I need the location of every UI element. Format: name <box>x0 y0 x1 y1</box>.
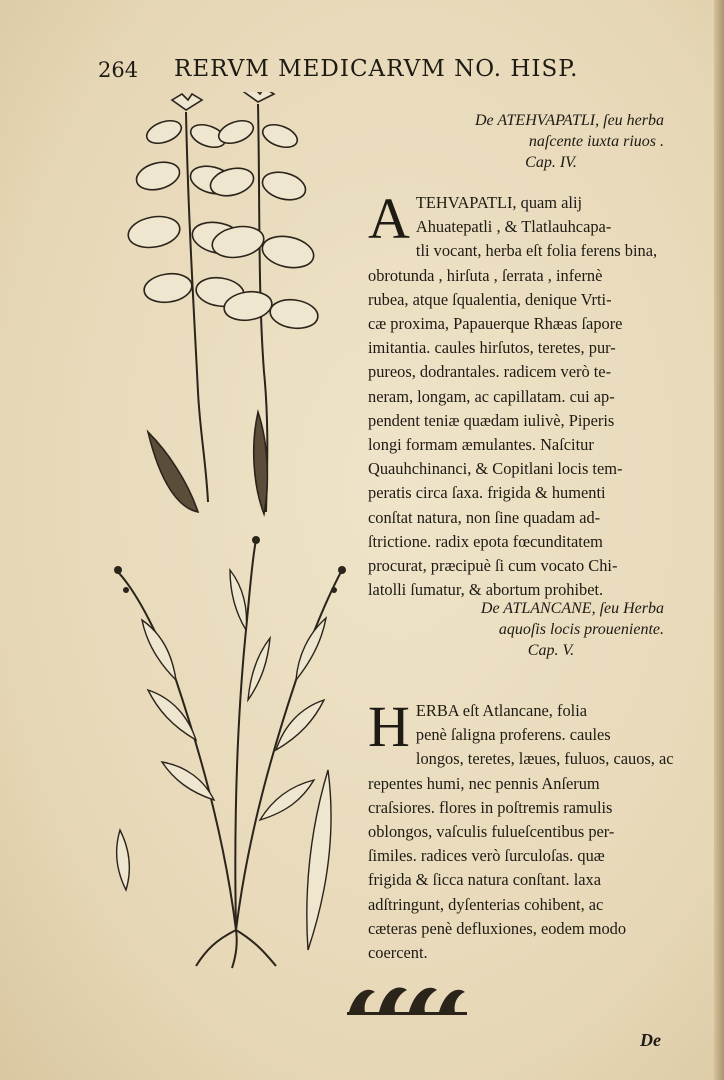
chapter-4-line: longi formam æmulantes. Naſcitur <box>368 435 594 455</box>
chapter-5-text <box>368 694 686 965</box>
chapter-5-dropcap: H <box>368 694 410 759</box>
chapter-4 <box>368 110 686 602</box>
running-title: RERVM MEDICARVM NO. HISP. <box>174 56 579 82</box>
chapter-5-line: ERBA eſt Atlancane, folia <box>415 701 588 720</box>
running-head <box>98 56 618 86</box>
chapter-4-line: cæ proxima, Papauerque Rhæas ſapore <box>368 314 623 334</box>
chapter-5-line: cæteras penè defluxiones, eodem modo <box>368 918 627 938</box>
chapter-4-line: pureos, dodrantales. radicem verò te- <box>368 362 612 382</box>
chapter-4-line: pendent teniæ quædam iulivè, Piperis <box>368 410 615 430</box>
atlancane-woodcut <box>96 530 356 970</box>
chapter-5-line: repentes humi, nec pennis Anſerum <box>368 773 600 793</box>
chapter-4-line: peratis circa ſaxa. frigida & humenti <box>368 483 606 503</box>
chapter-5-line: coercent. <box>368 943 428 963</box>
chapter-5 <box>368 598 686 965</box>
chapter-4-line: ſtrictione. radix epota fœcunditatem <box>368 531 603 551</box>
tail-ornament <box>345 982 469 1020</box>
chapter-4-line: Quauhchinanci, & Copitlani locis tem- <box>368 459 623 479</box>
chapter-4-line: procurat, præcipuè ſi cum vocato Chi- <box>368 556 618 576</box>
page-gutter <box>714 0 724 1080</box>
chapter-5-heading <box>368 598 686 661</box>
chapter-4-line: neram, longam, ac capillatam. cui ap- <box>368 386 615 406</box>
chapter-5-line: frigida & ſicca natura conſtant. laxa <box>368 870 602 890</box>
chapter-5-line: craſsiores. flores in poſtremis ramulis <box>368 797 613 817</box>
chapter-4-line: tli vocant, herba eſt folia ferens bina, <box>415 241 658 261</box>
chapter-4-text <box>368 186 686 602</box>
chapter-4-line: latolli ſumatur, & abortum prohibet. <box>368 580 604 600</box>
chapter-4-line: rubea, atque ſqualentia, denique Vrti- <box>368 289 612 309</box>
chapter-5-line: longos, teretes, læues, fuluos, cauos, ac <box>415 749 674 769</box>
catchword: De <box>640 1030 661 1050</box>
chapter-5-line: oblongos, vaſculis fulueſcentibus per- <box>368 822 615 842</box>
chapter-5-line: adſtringunt, dyſenterias cohibent, ac <box>368 894 604 914</box>
chapter-4-line: conſtat natura, non ſine quadam ad- <box>368 507 601 527</box>
chapter-5-title-line2: aquoſis locis proueniente. <box>498 621 664 638</box>
chapter-4-title-line2: naſcente iuxta riuos . <box>528 133 664 150</box>
chapter-4-dropcap: A <box>368 186 410 251</box>
chapter-5-title-line1: De ATLANCANE, ſeu Herba <box>480 600 664 617</box>
chapter-4-cap: Cap. IV. <box>525 154 577 171</box>
chapter-4-title-line1: De ATEHVAPATLI, ſeu herba <box>474 112 664 129</box>
chapter-4-line: obrotunda , hirſuta , ſerrata , infernè <box>368 265 603 285</box>
page-number: 264 <box>98 58 139 82</box>
chapter-5-cap: Cap. V. <box>527 642 575 659</box>
chapter-4-line: imitantia. caules hirſutos, teretes, pur- <box>368 338 616 358</box>
chapter-4-line: TEHVAPATLI, quam alij <box>415 193 583 212</box>
chapter-5-line: ſimiles. radices verò ſurculoſas. quæ <box>368 846 605 866</box>
chapter-5-line: penè ſaligna proferens. caules <box>415 725 611 745</box>
atehuapatli-woodcut <box>108 92 328 532</box>
chapter-4-line: Ahuatepatli , & Tlatlauhcapa- <box>415 217 612 237</box>
chapter-4-heading <box>368 110 686 173</box>
